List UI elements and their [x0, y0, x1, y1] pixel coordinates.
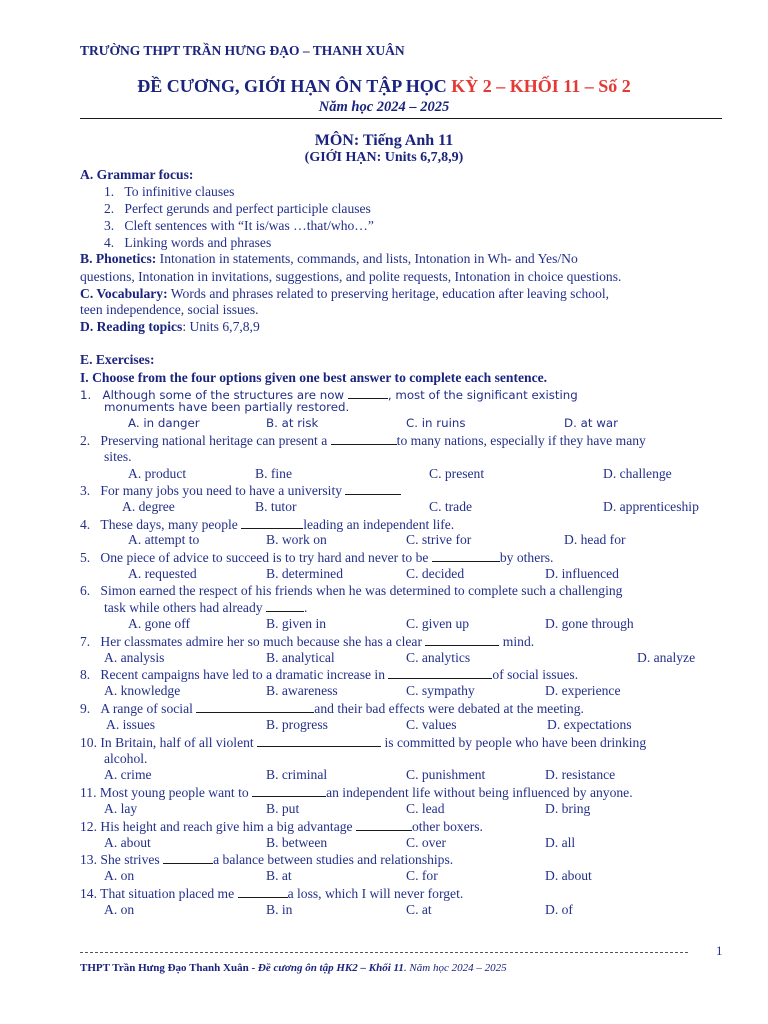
option: A. in danger — [128, 416, 200, 430]
question-10: 10. In Britain, half of all violent is committed by people who have been drinking — [80, 735, 647, 750]
answer-blank — [241, 516, 303, 529]
option: D. resistance — [545, 767, 616, 782]
option: B. at risk — [266, 416, 319, 430]
option: A. lay — [104, 801, 138, 816]
option: B. determined — [266, 566, 344, 581]
option: A. issues — [106, 717, 156, 732]
option: A. analysis — [104, 650, 165, 665]
vocabulary-line: teen independence, social issues. — [80, 302, 259, 317]
option: A. attempt to — [128, 532, 200, 547]
option: A. on — [104, 868, 135, 883]
grammar-item: 4. Linking words and phrases — [104, 235, 272, 250]
option: D. about — [545, 868, 592, 883]
grammar-item: 2. Perfect gerunds and perfect participle clauses — [104, 201, 371, 216]
question-12: 12. His height and reach give him a big advantage other boxers. — [80, 819, 483, 834]
grammar-heading: A. Grammar focus: — [80, 167, 194, 182]
exercises-heading: E. Exercises: — [80, 352, 155, 367]
option: C. punishment — [406, 767, 486, 782]
footer-divider — [80, 952, 688, 953]
question-3: 3. For many jobs you need to have a university — [80, 482, 401, 499]
option: D. apprenticeship — [603, 499, 699, 514]
question-2: 2. Preserving national heritage can present a to many nations, especially if they have many — [80, 433, 646, 448]
question-11: 11. Most young people want to an independent life without being influenced by anyone. — [80, 785, 633, 800]
header-divider — [80, 118, 722, 119]
answer-blank — [252, 784, 326, 797]
answer-blank — [356, 818, 412, 831]
page-number: 1 — [716, 943, 723, 958]
option: C. at — [406, 902, 432, 917]
option: B. given in — [266, 616, 327, 631]
option: C. strive for — [406, 532, 472, 547]
option: A. requested — [128, 566, 197, 581]
document-title — [0, 76, 768, 97]
option: D. analyze — [637, 650, 696, 665]
option: B. work on — [266, 532, 327, 547]
question-1: 1. Although some of the structures are now , most of the significant existing — [80, 388, 578, 402]
option: A. on — [104, 902, 135, 917]
answer-blank — [238, 885, 288, 898]
option: C. for — [406, 868, 438, 883]
question-6: 6. Simon earned the respect of his friends when he was determined to complete such a challenging — [80, 583, 623, 598]
question-2-continued: sites. — [104, 449, 132, 464]
vocabulary-line: C. Vocabulary: Words and phrases related to preserving heritage, education after leaving school, — [80, 286, 610, 301]
answer-blank — [432, 549, 500, 562]
option: D. at war — [564, 416, 618, 430]
option: A. degree — [122, 499, 175, 514]
question-8: 8. Recent campaigns have led to a dramatic increase in of social issues. — [80, 667, 579, 682]
answer-blank — [348, 386, 388, 399]
page-footer: THPT Trần Hưng Đạo Thanh Xuân - Đề cương ôn tập HK2 – Khối 11. Năm học 2024 – 2025 — [80, 962, 507, 974]
question-14: 14. That situation placed me a loss, which I will never forget. — [80, 886, 464, 901]
option: B. at — [266, 868, 292, 883]
option: C. sympathy — [406, 683, 475, 698]
option: C. over — [406, 835, 447, 850]
option: C. analytics — [406, 650, 471, 665]
school-year: Năm học 2024 – 2025 — [318, 99, 450, 115]
option: D. of — [545, 902, 573, 917]
question-6-continued: task while others had already . — [104, 600, 308, 615]
question-7: 7. Her classmates admire her so much because she has a clear mind. — [80, 634, 535, 649]
option: C. in ruins — [406, 416, 466, 430]
option: B. put — [266, 801, 300, 816]
option: C. values — [406, 717, 457, 732]
option: D. bring — [545, 801, 591, 816]
question-4: 4. These days, many people leading an independent life. — [80, 517, 455, 532]
option: A. gone off — [128, 616, 191, 631]
question-13: 13. She strives a balance between studies and relationships. — [80, 852, 454, 867]
answer-blank — [331, 432, 397, 445]
answer-blank — [345, 482, 401, 495]
answer-blank — [257, 734, 381, 747]
answer-blank — [196, 700, 314, 713]
question-9: 9. A range of social and their bad effects were debated at the meeting. — [80, 701, 584, 716]
option: D. influenced — [545, 566, 619, 581]
option: D. challenge — [603, 466, 672, 481]
exercise-instruction: I. Choose from the four options given one best answer to complete each sentence. — [80, 370, 548, 385]
grammar-item: 3. Cleft sentences with “It is/was …that/who…” — [104, 218, 374, 233]
phonetics-line: questions, Intonation in invitations, suggestions, and polite requests, Intonation in choice questions. — [80, 269, 622, 284]
subject-title: MÔN: Tiếng Anh 11 — [314, 132, 454, 149]
school-name: TRƯỜNG THPT TRẦN HƯNG ĐẠO – THANH XUÂN — [80, 43, 405, 58]
option: A. knowledge — [104, 683, 181, 698]
option: A. crime — [104, 767, 152, 782]
option: C. given up — [406, 616, 470, 631]
option: C. trade — [429, 499, 473, 514]
option: C. lead — [406, 801, 445, 816]
unit-limit: (GIỚI HẠN: Units 6,7,8,9) — [304, 150, 464, 165]
title-main: ĐỀ CƯƠNG, GIỚI HẠN ÔN TẬP HỌC — [137, 76, 452, 96]
option: A. product — [128, 466, 187, 481]
option: B. in — [266, 902, 293, 917]
option: D. all — [545, 835, 576, 850]
question-10-continued: alcohol. — [104, 751, 148, 766]
question-5: 5. One piece of advice to succeed is to try hard and never to be by others. — [80, 550, 554, 565]
option: B. awareness — [266, 683, 338, 698]
option: D. head for — [564, 532, 626, 547]
answer-blank — [266, 599, 304, 612]
phonetics-line: B. Phonetics: Intonation in statements, commands, and lists, Intonation in Wh- and Yes/No — [80, 251, 578, 266]
option: D. experience — [545, 683, 621, 698]
answer-blank — [425, 633, 499, 646]
grammar-item: 1. To infinitive clauses — [104, 184, 235, 199]
option: C. present — [429, 466, 485, 481]
option: B. fine — [255, 466, 292, 481]
answer-blank — [388, 666, 492, 679]
answer-blank — [163, 851, 213, 864]
option: B. tutor — [255, 499, 297, 514]
title-highlight: KỲ 2 – KHỐI 11 – Số 2 — [451, 76, 631, 96]
option: C. decided — [406, 566, 465, 581]
question-1-continued: monuments have been partially restored. — [104, 400, 350, 414]
option: B. criminal — [266, 767, 328, 782]
option: A. about — [104, 835, 151, 850]
option: D. gone through — [545, 616, 634, 631]
option: D. expectations — [547, 717, 632, 732]
option: B. between — [266, 835, 328, 850]
option: B. progress — [266, 717, 328, 732]
option: B. analytical — [266, 650, 335, 665]
reading-line: D. Reading topics: Units 6,7,8,9 — [80, 319, 260, 334]
